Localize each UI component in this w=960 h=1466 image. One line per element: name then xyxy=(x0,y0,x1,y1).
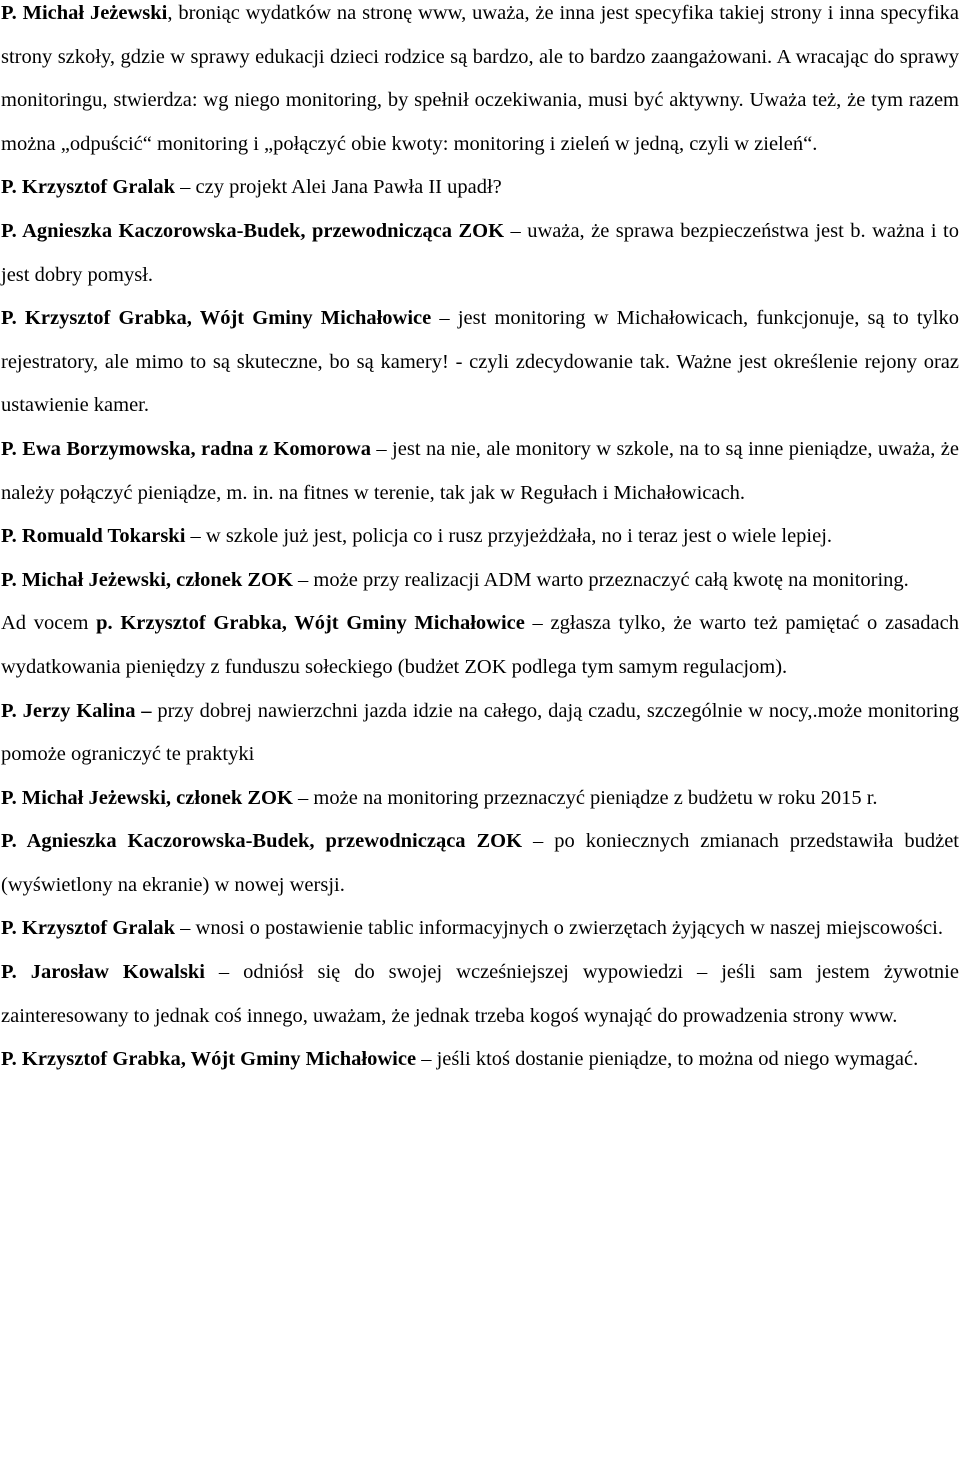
paragraph-text: – jest monitoring w Michałowicach, funkcjonuje, są to tylko rejestratory, ale mimo to są skuteczne, bo są kamery! - czyli zdecydowanie tak. Ważne jest określenie rejony oraz ustawienie kamer. xyxy=(1,307,959,417)
speaker-name: P. Michał Jeżewski xyxy=(1,2,168,24)
speaker-name: P. Agnieszka Kaczorowska-Budek, przewodnicząca ZOK xyxy=(1,830,523,853)
paragraph-kowalski xyxy=(1,951,959,1038)
paragraph-jezewski-adm xyxy=(1,559,959,603)
speaker-name: P. Krzysztof Gralak xyxy=(1,176,176,199)
paragraph-grabka-money xyxy=(1,1038,959,1082)
paragraph-prefix: Ad vocem xyxy=(1,612,97,635)
paragraph-text: – czy projekt Alei Jana Pawła II upadł? xyxy=(175,176,502,199)
paragraph-ad-vocem-grabka xyxy=(1,602,959,689)
speaker-name: P. Agnieszka Kaczorowska-Budek, przewodnicząca ZOK xyxy=(1,219,505,242)
speaker-name: P. Michał Jeżewski, członek ZOK xyxy=(1,568,293,591)
speaker-name: P. Romuald Tokarski xyxy=(1,525,186,548)
paragraph-kalina xyxy=(1,690,959,777)
speaker-name: P. Krzysztof Grabka, Wójt Gminy Michałowice xyxy=(1,307,432,330)
paragraph-text: – uważa, że sprawa bezpieczeństwa jest b. ważna i to jest dobry pomysł. xyxy=(1,219,959,286)
paragraph-borzymowska xyxy=(1,428,959,515)
paragraph-text: – po koniecznych zmianach przedstawiła budżet (wyświetlony na ekranie) w nowej wersji. xyxy=(1,830,959,896)
paragraph-text: – odniósł się do swojej wcześniejszej wypowiedzi – jeśli sam jestem żywotnie zainteresowany to jednak coś innego, uważam, że jednak trzeba kogoś wynająć do prowadzenia strony www. xyxy=(1,961,959,1027)
paragraph-tokarski xyxy=(1,515,959,559)
paragraph-text: przy dobrej nawierzchni jazda idzie na całego, dają czadu, szczególnie w nocy,.może monitoring pomoże ograniczyć te praktyki xyxy=(1,699,959,766)
speaker-name: P. Jerzy Kalina – xyxy=(1,699,152,722)
paragraph-gralak-question xyxy=(1,166,959,210)
paragraph-gralak-signs xyxy=(1,907,959,951)
paragraph-text: – jeśli ktoś dostanie pieniądze, to można od niego wymagać. xyxy=(416,1048,919,1071)
paragraph-kaczorowska-budget xyxy=(1,820,959,907)
paragraph-jezewski-2015 xyxy=(1,777,959,821)
speaker-name: P. Krzysztof Gralak xyxy=(1,917,176,940)
speaker-name: P. Jarosław Kowalski xyxy=(1,961,205,984)
paragraph-text: – może na monitoring przeznaczyć pieniądze z budżetu w roku 2015 r. xyxy=(292,786,878,809)
speaker-name: P. Ewa Borzymowska, radna z Komorowa xyxy=(1,437,371,460)
paragraph-text: – może przy realizacji ADM warto przeznaczyć całą kwotę na monitoring. xyxy=(292,568,909,591)
paragraph-text: – w szkole już jest, policja co i rusz przyjeżdżała, no i teraz jest o wiele lepiej. xyxy=(185,525,833,548)
paragraph-jezewski-www xyxy=(1,0,959,166)
paragraph-grabka-monitoring xyxy=(1,297,959,428)
paragraph-text: – zgłasza tylko, że warto też pamiętać o zasadach wydatkowania pieniędzy z funduszu sołeckiego (budżet ZOK podlega tym samym regulacjom). xyxy=(1,612,959,678)
paragraph-kaczorowska-safety xyxy=(1,210,959,297)
paragraph-text: – jest na nie, ale monitory w szkole, na to są inne pieniądze, uważa, że należy połączyć pieniądze, m. in. na fitnes w terenie, tak jak w Regułach i Michałowicach. xyxy=(1,437,959,504)
speaker-name: P. Michał Jeżewski, członek ZOK xyxy=(1,786,293,809)
paragraph-text: , broniąc wydatków na stronę www, uważa, że inna jest specyfika takiej strony i inna specyfika strony szkoły, gdzie w sprawy edukacji dzieci rodzice są bardzo, ale to bardzo zaangażowani. A wracając do sprawy monitoringu, stwierdza: wg niego monitoring, by spełnił oczekiwania, musi być aktywny. Uważa też, że tym razem można „odpuścić“ monitoring i „połączyć obie kwoty: monitoring i zieleń w jedną, czyli w zieleń“. xyxy=(1,2,959,155)
paragraph-text: – wnosi o postawienie tablic informacyjnych o zwierzętach żyjących w naszej miejscowości. xyxy=(175,917,943,940)
speaker-name: p. Krzysztof Grabka, Wójt Gminy Michałowice xyxy=(96,612,525,635)
speaker-name: P. Krzysztof Grabka, Wójt Gminy Michałowice xyxy=(1,1048,417,1071)
